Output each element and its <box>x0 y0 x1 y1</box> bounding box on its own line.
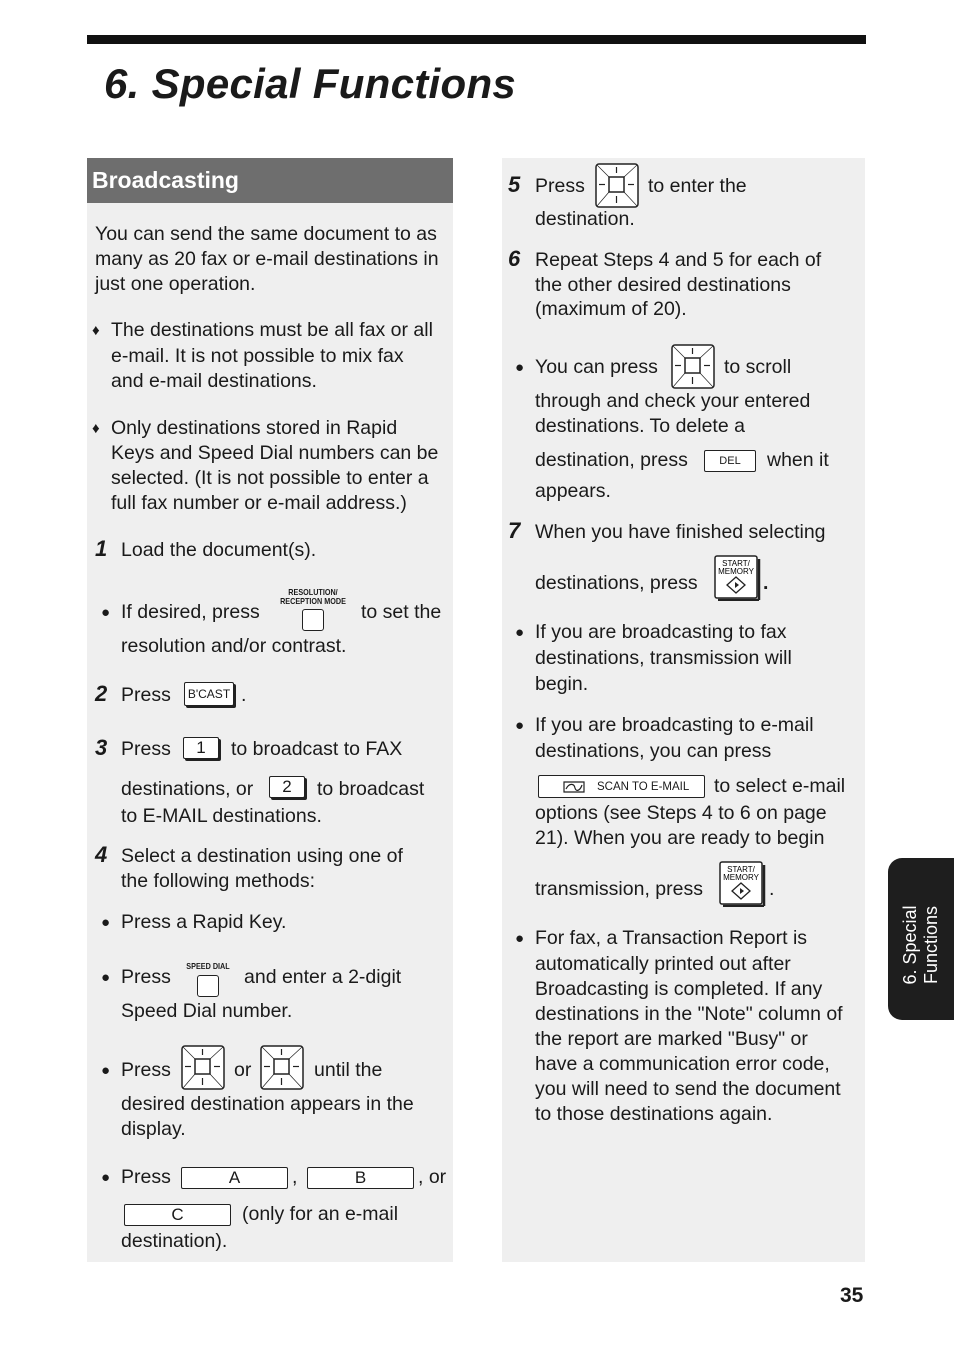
bullet-dot-icon: ● <box>515 930 525 947</box>
key-2[interactable]: 2 <box>269 776 305 798</box>
chapter-side-tab[interactable] <box>888 858 954 1020</box>
note-line: Only destinations stored in Rapid <box>111 417 398 439</box>
method-text: (only for an e-mail <box>242 1203 399 1225</box>
start-key-label: MEMORY <box>718 567 754 576</box>
step-text: Press <box>121 684 171 706</box>
section-header <box>87 158 453 203</box>
method-text: destination). <box>121 1230 228 1252</box>
step-text: appears. <box>535 480 611 502</box>
step-text: the other desired destinations <box>535 274 791 296</box>
step-number: 4 <box>95 842 108 867</box>
step-text: resolution and/or contrast. <box>121 635 347 657</box>
envelope-icon <box>561 780 587 794</box>
step-text: . <box>763 572 769 594</box>
step-text: If you are broadcasting to fax <box>535 621 787 643</box>
step-number: 1 <box>95 536 108 561</box>
intro-line: many as 20 fax or e-mail destinations in <box>95 248 439 270</box>
step-text: Broadcasting is completed. If any <box>535 978 823 1000</box>
start-key-label: START/ <box>727 865 755 874</box>
bullet-dot-icon: ● <box>515 359 525 376</box>
bullet-dot-icon: ● <box>515 624 525 641</box>
step-text: For fax, a Transaction Report is <box>535 927 808 949</box>
diamond-bullet-icon: ♦ <box>92 322 100 339</box>
page-number: 35 <box>840 1284 864 1307</box>
step-text: . <box>769 878 775 900</box>
step-text: through and check your entered <box>535 390 811 412</box>
bullet-dot-icon: ● <box>101 604 111 621</box>
left-column <box>87 158 453 1262</box>
step-text: when it <box>767 449 829 471</box>
del-key[interactable]: DEL <box>704 450 756 472</box>
step-text: Select a destination using one of <box>121 845 403 867</box>
step-text: to set the <box>361 601 442 623</box>
step-text: automatically printed out after <box>535 953 791 975</box>
chapter-title: 6. Special Functions <box>104 60 517 107</box>
step-number: 3 <box>95 735 108 760</box>
section-title: Broadcasting <box>92 167 239 193</box>
key-1[interactable]: 1 <box>183 737 219 759</box>
step-text: . <box>241 684 247 706</box>
step-text: 21). When you are ready to begin <box>535 827 825 849</box>
speed-dial-key[interactable] <box>197 975 219 997</box>
rapid-key-a[interactable]: A <box>181 1167 288 1189</box>
rapid-key-b[interactable]: B <box>307 1167 414 1189</box>
start-key-label: MEMORY <box>723 873 759 882</box>
step-text: destination. <box>535 208 635 230</box>
bullet-dot-icon: ● <box>101 1169 111 1186</box>
step-text: the report are marked "Busy" or <box>535 1028 808 1050</box>
step-text: you will need to send the document <box>535 1078 841 1100</box>
resolution-key[interactable] <box>302 609 324 631</box>
step-text: the following methods: <box>121 870 316 892</box>
step-text: destinations, you can press <box>535 740 772 762</box>
method-text: desired destination appears in the <box>121 1093 414 1115</box>
method-text: or <box>234 1059 252 1081</box>
step-text: Load the document(s). <box>121 539 317 561</box>
arrow-keypad-icon[interactable] <box>595 163 640 209</box>
right-column <box>502 158 865 1262</box>
method-text: Press <box>121 966 171 988</box>
arrow-keypad-icon[interactable] <box>181 1045 226 1091</box>
method-text: Press a Rapid Key. <box>121 911 287 933</box>
scan-to-email-key[interactable] <box>538 775 705 798</box>
bullet-dot-icon: ● <box>101 969 111 986</box>
method-text: Speed Dial number. <box>121 1000 293 1022</box>
note-line: full fax number or e-mail address.) <box>111 492 407 514</box>
method-text: until the <box>314 1059 383 1081</box>
method-text: Press <box>121 1059 171 1081</box>
note-line: The destinations must be all fax or all <box>111 319 433 341</box>
method-text: Press <box>121 1166 171 1188</box>
method-text: and enter a 2-digit <box>244 966 402 988</box>
step-text: destinations. To delete a <box>535 415 745 437</box>
step-text: Press <box>121 738 171 760</box>
step-text: destinations, transmission will <box>535 647 792 669</box>
method-text: , or <box>418 1166 447 1188</box>
step-text: (maximum of 20). <box>535 298 687 320</box>
step-text: to broadcast <box>317 778 425 800</box>
intro-line: just one operation. <box>95 273 256 295</box>
step-text: destinations in the "Note" column of <box>535 1003 843 1025</box>
step-text: transmission, press <box>535 878 703 900</box>
step-text: to select e-mail <box>714 775 846 797</box>
note-line: selected. (It is not possible to enter a <box>111 467 429 489</box>
scan-to-email-label: SCAN TO E-MAIL <box>597 780 690 793</box>
arrow-keypad-icon[interactable] <box>260 1045 305 1091</box>
top-rule <box>87 35 866 44</box>
step-text: to scroll <box>724 356 792 378</box>
step-text: If you are broadcasting to e-mail <box>535 714 814 736</box>
step-text: Press <box>535 175 585 197</box>
step-text: to those destinations again. <box>535 1103 773 1125</box>
note-line: e-mail. It is not possible to mix fax <box>111 345 404 367</box>
start-diamond-icon[interactable] <box>719 861 767 907</box>
step-number: 6 <box>508 246 521 271</box>
bcast-key[interactable]: B'CAST <box>184 682 234 706</box>
step-text: have a communication error code, <box>535 1053 830 1075</box>
intro-line: You can send the same document to as <box>95 223 437 245</box>
step-text: to E-MAIL destinations. <box>121 805 322 827</box>
step-text: destination, press <box>535 449 688 471</box>
step-text: to broadcast to FAX <box>231 738 403 760</box>
bullet-dot-icon: ● <box>101 1062 111 1079</box>
speed-dial-key-label: SPEED DIAL <box>186 961 230 971</box>
step-number: 7 <box>508 518 521 543</box>
step-text: You can press <box>535 356 658 378</box>
step-text: When you have finished selecting <box>535 521 826 543</box>
step-text: to enter the <box>648 175 747 197</box>
step-text: destinations, or <box>121 778 254 800</box>
bullet-dot-icon: ● <box>101 914 111 931</box>
note-line: and e-mail destinations. <box>111 370 317 392</box>
diamond-bullet-icon: ♦ <box>92 420 100 437</box>
bullet-dot-icon: ● <box>515 717 525 734</box>
step-number: 2 <box>95 681 108 706</box>
arrow-keypad-icon[interactable] <box>671 344 716 390</box>
method-text: , <box>292 1166 298 1188</box>
start-diamond-icon[interactable] <box>714 555 762 601</box>
method-text: display. <box>121 1118 186 1140</box>
step-text: destinations, press <box>535 572 698 594</box>
resolution-key-label: RESOLUTION/ RECEPTION MODE <box>280 587 346 606</box>
start-key-label: START/ <box>722 559 750 568</box>
step-text: If desired, press <box>121 601 260 623</box>
step-text: Repeat Steps 4 and 5 for each of <box>535 249 822 271</box>
rapid-key-c[interactable]: C <box>124 1204 231 1226</box>
side-tab-label: 6. Special Functions <box>900 905 941 985</box>
note-line: Keys and Speed Dial numbers can be <box>111 442 439 464</box>
step-text: begin. <box>535 673 589 695</box>
step-number: 5 <box>508 172 521 197</box>
step-text: options (see Steps 4 to 6 on page <box>535 802 827 824</box>
